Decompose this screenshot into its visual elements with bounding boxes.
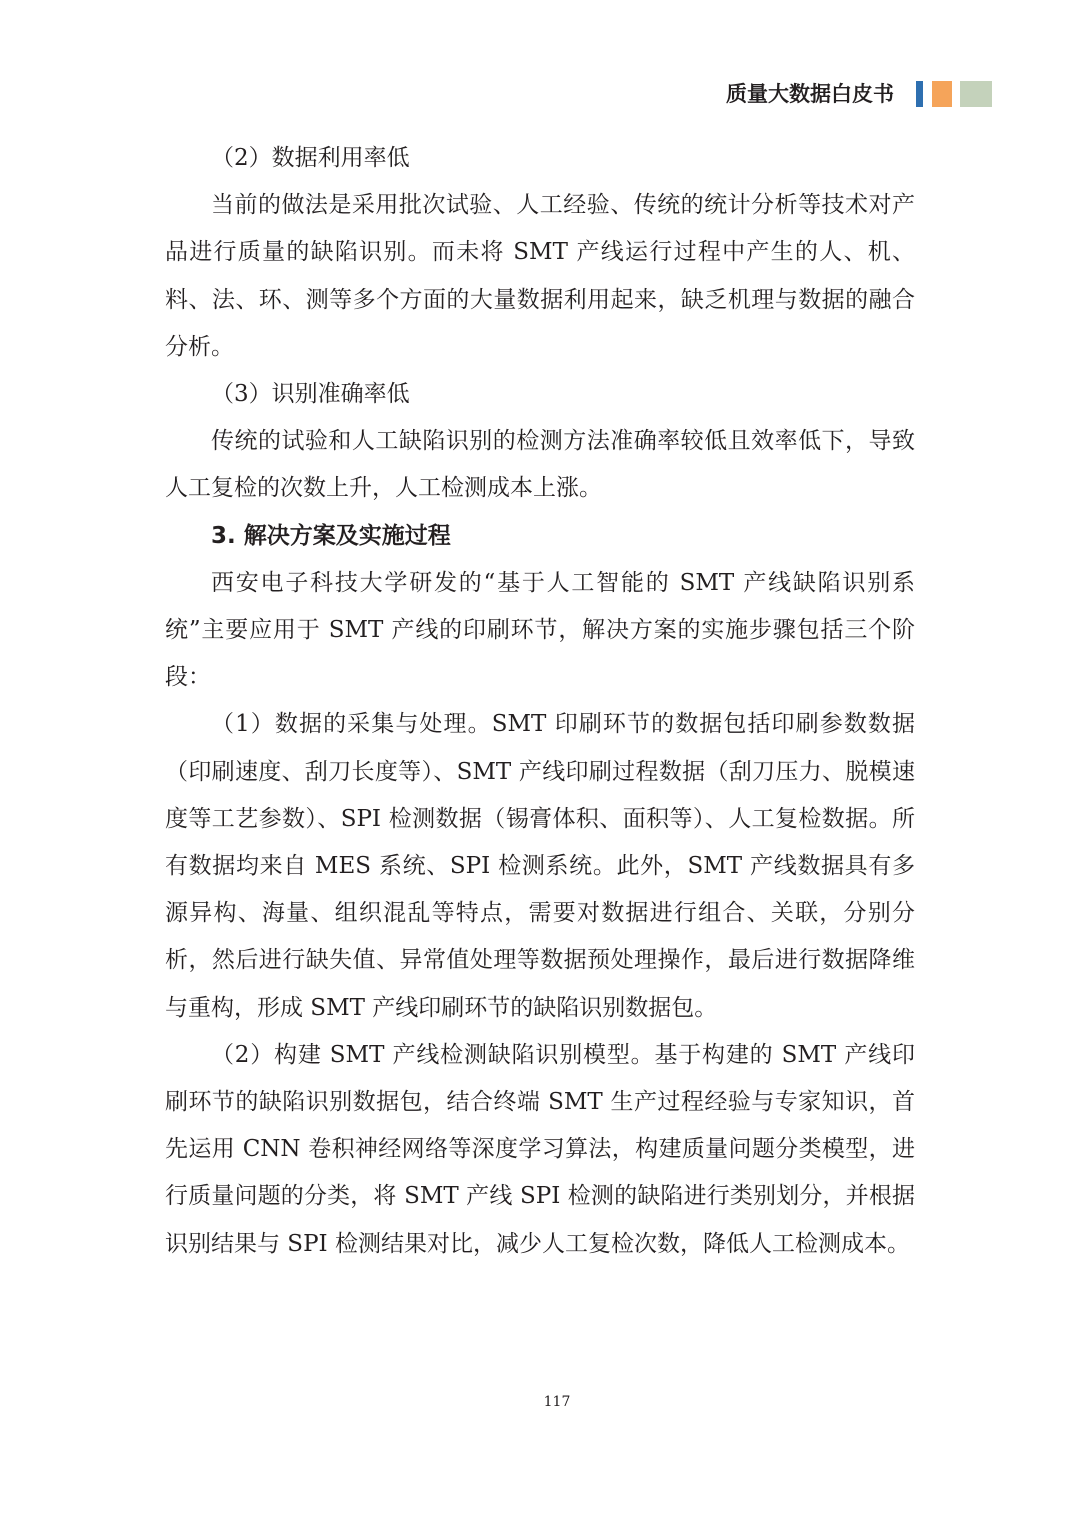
- header-square-green: [960, 81, 992, 107]
- paragraph-step-model-building: （2）构建 SMT 产线检测缺陷识别模型。基于构建的 SMT 产线印刷环节的缺陷识别数据包，结合终端 SMT 生产过程经验与专家知识，首先运用 CNN 卷积神经网络等深度学习算法，构建质量问题分类模型，进行质量问题的分类，将 SMT 产线 SPI 检测的缺陷进行类别划分，并根据识别结果与 SPI 检测结果对比，减少人工复检次数，降低人工检测成本。: [165, 1041, 915, 1257]
- paragraph-recognition-accuracy: 传统的试验和人工缺陷识别的检测方法准确率较低且效率低下，导致人工复检的次数上升，人工检测成本上涨。: [165, 428, 915, 502]
- paragraph-step-data-collection: （1）数据的采集与处理。SMT 印刷环节的数据包括印刷参数数据（印刷速度、刮刀长度等）、SMT 产线印刷过程数据（刮刀压力、脱模速度等工艺参数）、SPI 检测数据（锡膏体积、面积等）、人工复检数据。所有数据均来自 MES 系统、SPI 检测系统。此外，SMT 产线数据具有多源异构、海量、组织混乱等特点，需要对数据进行组合、关联，分别分析，然后进行缺失值、异常值处理等数据预处理操作，最后进行数据降维与重构，形成 SMT 产线印刷环节的缺陷识别数据包。: [165, 711, 915, 1021]
- paragraph-solution-intro: 西安电子科技大学研发的“基于人工智能的 SMT 产线缺陷识别系统”主要应用于 SMT 产线的印刷环节，解决方案的实施步骤包括三个阶段：: [165, 569, 915, 691]
- paragraph-data-utilization: 当前的做法是采用批次试验、人工经验、传统的统计分析等技术对产品进行质量的缺陷识别。而未将 SMT 产线运行过程中产生的人、机、料、法、环、测等多个方面的大量数据利用起来，缺乏机理与数据的融合分析。: [165, 192, 915, 360]
- subheading-data-utilization: （2）数据利用率低: [211, 145, 410, 171]
- body-text: [165, 135, 915, 1268]
- subheading-recognition-accuracy: （3）识别准确率低: [211, 381, 410, 408]
- header-square-blue: [916, 81, 923, 107]
- page-number: 117: [543, 1394, 571, 1410]
- header-square-orange: [932, 81, 952, 107]
- header-title: 质量大数据白皮书: [726, 82, 894, 106]
- section-heading-solution: 3. 解决方案及实施过程: [211, 522, 451, 549]
- page-header: [0, 70, 1080, 120]
